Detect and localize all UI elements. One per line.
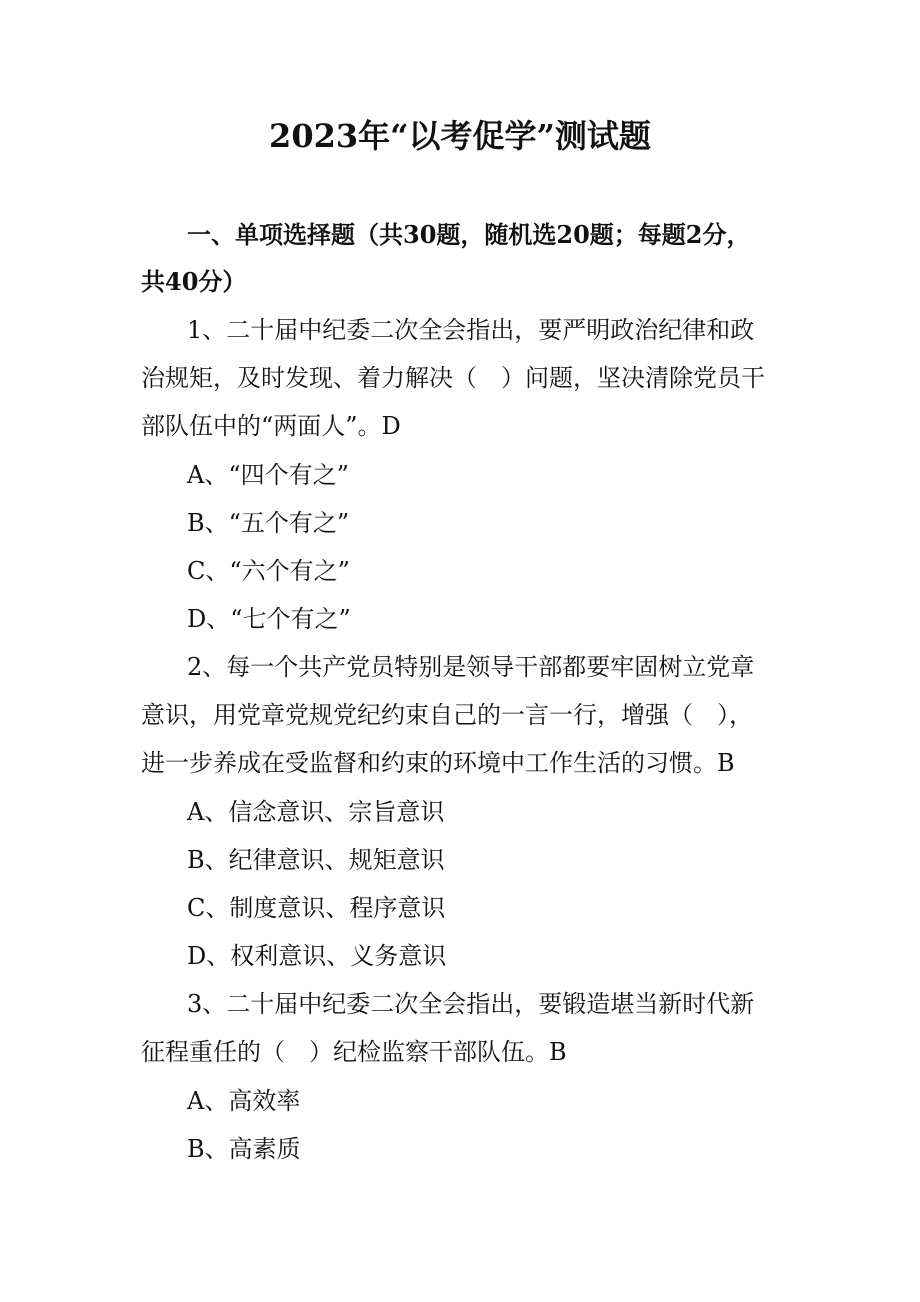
question-2-option-d: D、权利意识、义务意识 [187, 942, 447, 970]
question-2-stem-line-2: 意识，用党章党规党纪约束自己的一言一行，增强（ ）， [141, 701, 753, 729]
question-1-option-c: C、“六个有之” [187, 557, 350, 585]
question-2-stem-line-3: 进一步养成在受监督和约束的环境中工作生活的习惯。B [141, 749, 735, 777]
question-1-option-a: A、“四个有之” [187, 461, 349, 489]
question-1-stem-line-1: 1、二十届中纪委二次全会指出，要严明政治纪律和政 [187, 316, 755, 344]
question-2-option-c: C、制度意识、程序意识 [187, 894, 446, 922]
question-1-option-d: D、“七个有之” [187, 605, 351, 633]
question-3-option-b: B、高素质 [187, 1135, 301, 1163]
question-1-stem-line-3: 部队伍中的“两面人”。D [141, 412, 401, 440]
question-2-option-b: B、纪律意识、规矩意识 [187, 846, 445, 874]
question-2-option-a: A、信念意识、宗旨意识 [187, 798, 445, 826]
page-title: 2023年“以考促学”测试题 [269, 117, 651, 155]
section-heading-line-1: 一、单项选择题（共30题，随机选20题；每题2分， [187, 220, 751, 249]
section-heading-line-2: 共40分） [141, 267, 247, 296]
question-3-stem-line-1: 3、二十届中纪委二次全会指出，要锻造堪当新时代新 [187, 990, 755, 1018]
question-2-stem-line-1: 2、每一个共产党员特别是领导干部都要牢固树立党章 [187, 653, 755, 681]
question-1-option-b: B、“五个有之” [187, 509, 350, 537]
question-3-option-a: A、高效率 [187, 1087, 301, 1115]
question-3-stem-line-2: 征程重任的（ ）纪检监察干部队伍。B [141, 1038, 567, 1066]
question-1-stem-line-2: 治规矩，及时发现、着力解决（ ）问题，坚决清除党员干 [141, 364, 765, 392]
